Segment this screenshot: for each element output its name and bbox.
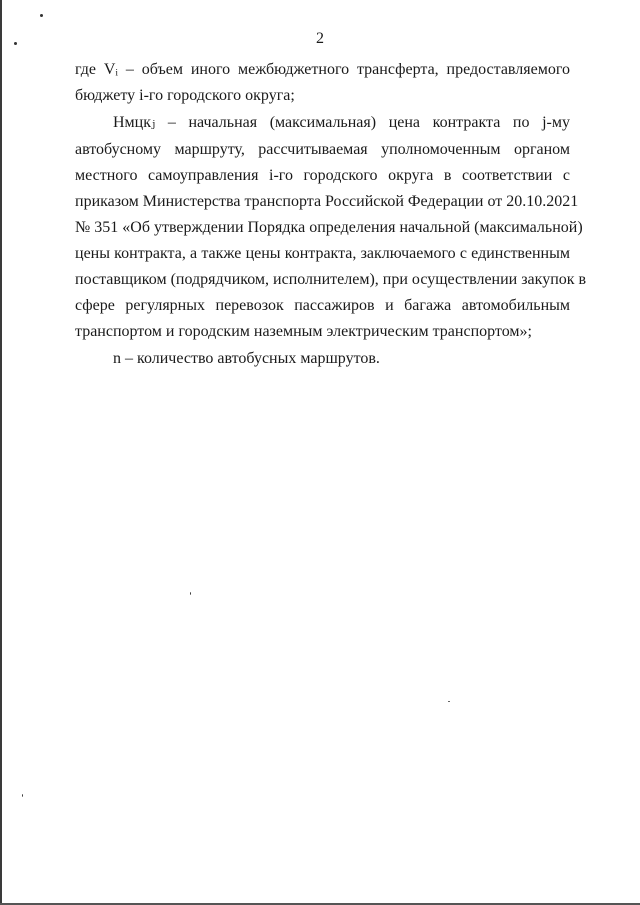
- scan-speck: [22, 794, 23, 797]
- text-line: поставщиком (подрядчиком, исполнителем), при осуществлении закупок в: [75, 271, 587, 288]
- page-number: 2: [316, 30, 324, 47]
- scan-speck: [190, 592, 191, 595]
- text-line: n – количество автобусных маршрутов.: [113, 350, 380, 367]
- text-line: автобусному маршруту, рассчитываемая уполномоченным органом: [75, 141, 570, 158]
- text-line: транспортом и городским наземным электрическим транспортом»;: [75, 323, 532, 340]
- text-line: где Vᵢ – объем иного межбюджетного трансферта, предоставляемого: [75, 61, 570, 78]
- text-line: Нмцкⱼ – начальная (максимальная) цена контракта по j-му: [113, 114, 570, 131]
- scan-speck: [448, 701, 450, 702]
- text-line: цены контракта, а также цены контракта, заключаемого с единственным: [75, 245, 570, 262]
- text-line: № 351 «Об утверждении Порядка определения начальной (максимальной): [75, 219, 583, 236]
- scan-left-edge: [0, 0, 2, 905]
- text-line: бюджету i-го городского округа;: [75, 87, 295, 104]
- text-line: сфере регулярных перевозок пассажиров и багажа автомобильным: [75, 297, 570, 314]
- text-line: приказом Министерства транспорта Российской Федерации от 20.10.2021: [75, 193, 579, 210]
- text-line: местного самоуправления i-го городского округа в соответствии с: [75, 167, 570, 184]
- scan-speck: [40, 14, 43, 17]
